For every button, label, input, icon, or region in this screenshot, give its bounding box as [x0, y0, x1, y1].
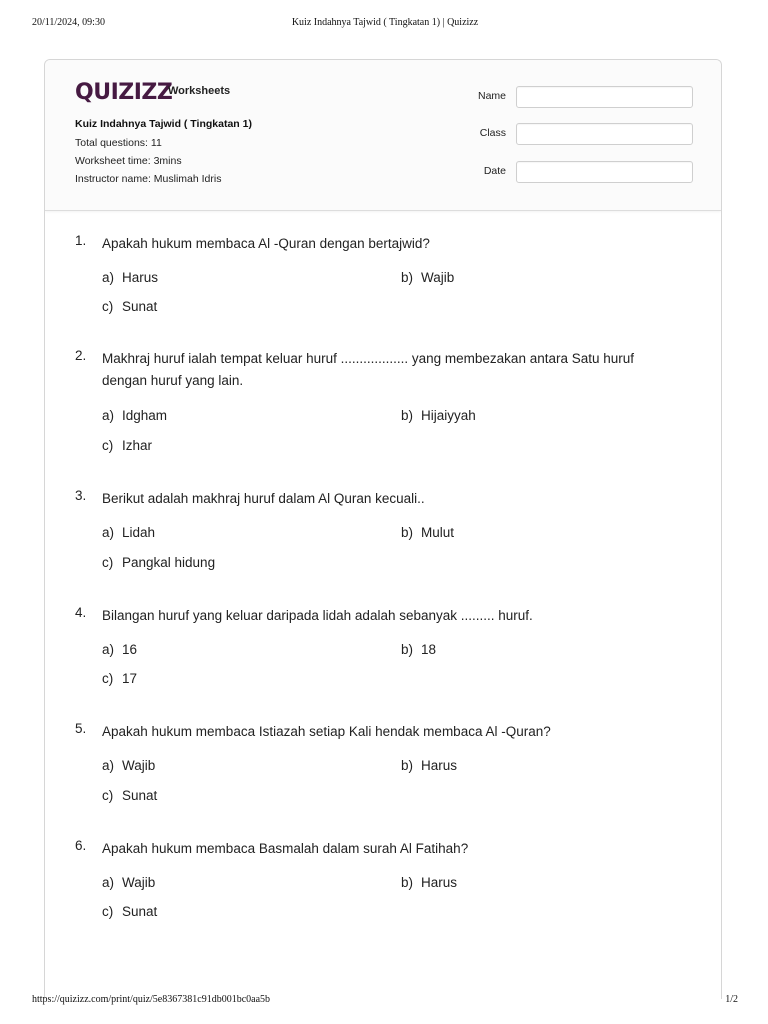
option-letter: b)	[401, 270, 414, 285]
option-b	[401, 642, 436, 657]
option-text: 16	[122, 642, 138, 657]
option-letter: a)	[102, 525, 115, 540]
question-text: Apakah hukum membaca Basmalah dalam surah Al Fatihah?	[102, 841, 469, 856]
option-c	[102, 299, 157, 314]
worksheet	[44, 59, 722, 999]
quizizz-logo: QUIZIZZ	[75, 80, 173, 105]
print-footer	[32, 994, 738, 1008]
option-b	[401, 758, 457, 773]
question-text: Makhraj huruf ialah tempat keluar huruf .................. yang membezakan antara Satu huruf dengan huruf yang lain.	[102, 351, 635, 388]
total-questions: Total questions: 11	[75, 137, 162, 149]
name-label: Name	[477, 90, 506, 102]
option-a	[102, 642, 137, 657]
date-field[interactable]	[516, 161, 693, 183]
option-letter: b)	[401, 642, 414, 657]
option-letter: a)	[102, 642, 115, 657]
option-letter: b)	[401, 758, 414, 773]
worksheet-time: Worksheet time: 3mins	[75, 155, 182, 167]
option-text: Mulut	[421, 525, 455, 540]
option-letter: c)	[102, 671, 114, 686]
option-text: Wajib	[122, 758, 156, 773]
option-a	[102, 270, 158, 285]
option-letter: c)	[102, 555, 114, 570]
option-text: Sunat	[122, 904, 158, 919]
option-b	[401, 525, 454, 540]
option-a	[102, 875, 155, 890]
option-b	[401, 270, 454, 285]
option-c	[102, 438, 152, 453]
option-text: Harus	[122, 270, 159, 285]
option-a	[102, 525, 155, 540]
option-text: Sunat	[122, 788, 158, 803]
quiz-title: Kuiz Indahnya Tajwid ( Tingkatan 1)	[75, 118, 252, 130]
question-number: 1.	[75, 233, 87, 248]
option-letter: b)	[401, 525, 414, 540]
question-text: Apakah hukum membaca Al -Quran dengan bertajwid?	[102, 236, 430, 251]
logo-subtitle: Worksheets	[168, 85, 231, 97]
option-letter: a)	[102, 875, 115, 890]
option-c	[102, 904, 157, 919]
question-number: 4.	[75, 605, 87, 620]
option-b	[401, 408, 476, 423]
option-letter: c)	[102, 788, 114, 803]
print-header	[32, 17, 738, 31]
option-c	[102, 671, 137, 686]
class-field[interactable]	[516, 123, 693, 145]
question-number: 3.	[75, 488, 87, 503]
option-letter: a)	[102, 408, 115, 423]
question-text: Apakah hukum membaca Istiazah setiap Kali hendak membaca Al -Quran?	[102, 724, 551, 739]
option-text: Hijaiyyah	[421, 408, 476, 423]
option-text: Wajib	[421, 270, 455, 285]
worksheet-header	[45, 60, 721, 211]
option-c	[102, 555, 215, 570]
option-text: Pangkal hidung	[122, 555, 216, 570]
option-letter: c)	[102, 438, 114, 453]
option-c	[102, 788, 157, 803]
option-text: 17	[122, 671, 138, 686]
option-text: Sunat	[122, 299, 158, 314]
option-text: Harus	[421, 875, 458, 890]
option-letter: a)	[102, 270, 115, 285]
print-datetime: 20/11/2024, 09:30	[32, 17, 105, 28]
option-letter: b)	[401, 408, 414, 423]
date-label: Date	[483, 165, 506, 177]
page-number: 1/2	[725, 994, 738, 1005]
option-text: Harus	[421, 758, 458, 773]
question-number: 6.	[75, 838, 87, 853]
option-a	[102, 758, 155, 773]
option-letter: b)	[401, 875, 414, 890]
name-field[interactable]	[516, 86, 693, 108]
option-text: Izhar	[122, 438, 153, 453]
question-number: 5.	[75, 721, 87, 736]
option-text: 18	[421, 642, 437, 657]
print-url: https://quizizz.com/print/quiz/5e8367381c91db001bc0aa5b	[32, 994, 271, 1005]
option-a	[102, 408, 167, 423]
instructor-name: Instructor name: Muslimah Idris	[75, 173, 222, 185]
class-label: Class	[479, 127, 506, 139]
question-text: Bilangan huruf yang keluar daripada lidah adalah sebanyak ......... huruf.	[102, 608, 533, 623]
option-text: Lidah	[122, 525, 156, 540]
option-letter: c)	[102, 904, 114, 919]
question-number: 2.	[75, 348, 87, 363]
option-text: Wajib	[122, 875, 156, 890]
option-letter: a)	[102, 758, 115, 773]
question-text: Berikut adalah makhraj huruf dalam Al Quran kecuali..	[102, 491, 425, 506]
print-page-title: Kuiz Indahnya Tajwid ( Tingkatan 1) | Quizizz	[291, 17, 479, 28]
option-b	[401, 875, 457, 890]
option-text: Idgham	[122, 408, 168, 423]
option-letter: c)	[102, 299, 114, 314]
